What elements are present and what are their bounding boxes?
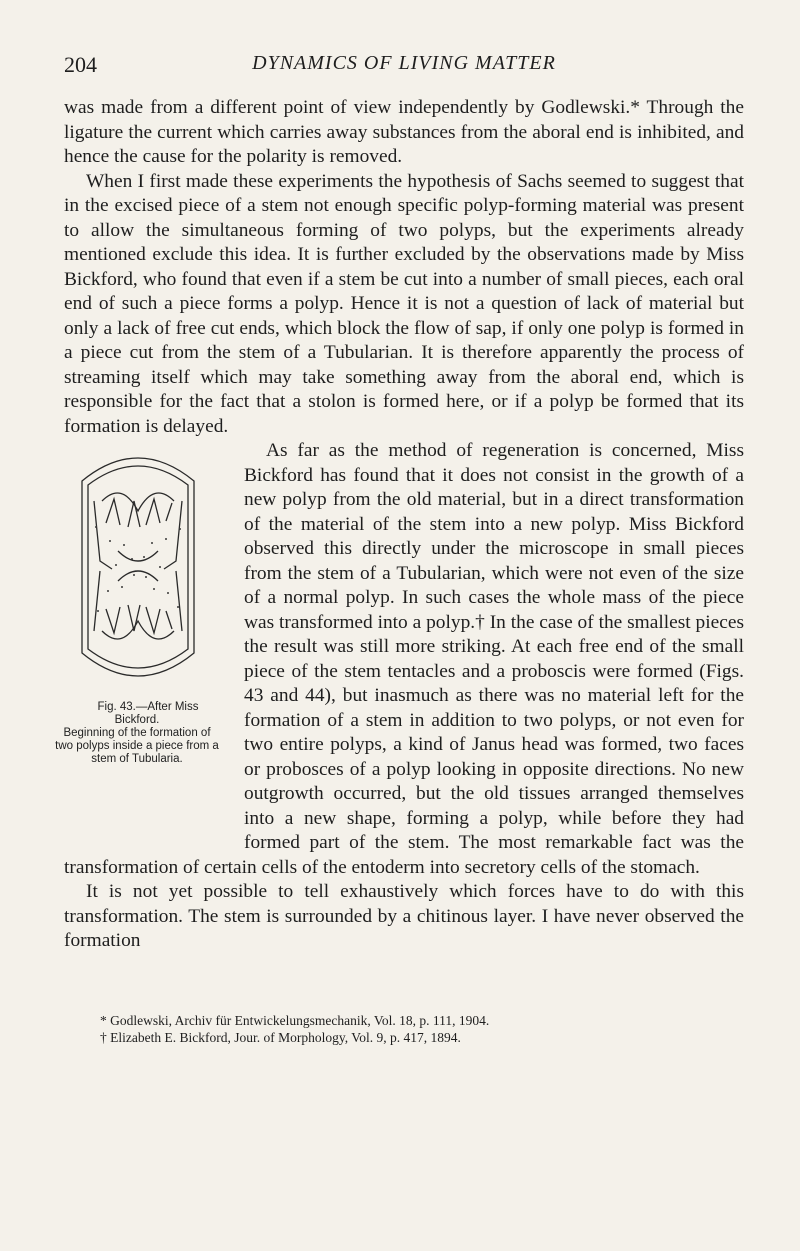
paragraph-1: was made from a different point of view independently by Godlewski.* Through the ligature the current which carries away substances from the aboral end is inhibited, and hence the cause for the polarity is removed. — [64, 97, 744, 167]
paragraph-3 — [55, 439, 744, 880]
footnotes — [100, 1012, 740, 1046]
running-title: DYNAMICS OF LIVING MATTER — [252, 52, 556, 74]
footnote-2: † Elizabeth E. Bickford, Jour. of Morphology, Vol. 9, p. 417, 1894. — [100, 1030, 461, 1045]
figure-caption — [54, 701, 220, 766]
paragraph-3-text: As far as the method of regeneration is concerned, Miss Bickford has found that it does not consist in the growth of a new polyp from the old material, but in a direct transformation of the material of the stem into a new polyp. Miss Bickford observed this directly under the microscope in small pieces from the stem of a Tubularian, which were not even of the size of a normal polyp. In such cases the whole mass of the piece was transformed into a polyp.† In the case of the smallest pieces the result was still more striking. At each free end of the small piece of the stem tentacles and a proboscis were formed (Figs. 43 and 44), but inasmuch as there was no material left for the formation of a stem in addition to two polyps, or not even for two entire polyps, a kind of Janus head was formed, two faces or probosces of a polyp looking in opposite directions. No new outgrowth occurred, but the old tissues arranged themselves into a new shape, forming a polyp, while before they had formed part of the stem. The most remarkable fact was the transformation of certain cells of the entoderm into secretory cells of the stomach. — [64, 440, 744, 878]
page-number: 204 — [64, 52, 97, 77]
paragraph-4: It is not yet possible to tell exhaustively which forces have to do with this transformation. The stem is surrounded by a chitinous layer. I have never observed the formation — [64, 881, 744, 951]
paragraph-2: When I first made these experiments the hypothesis of Sachs seemed to suggest that in the excised piece of a stem not enough specific polyp-forming material was present to allow the simultaneous forming of two polyps, but the experiments already mentioned exclude this idea. It is further excluded by the observations made by Miss Bickford, who found that even if a stem be cut into a number of small pieces, each oral end of such a piece forms a polyp. Hence it is not a question of lack of material but only a lack of free cut ends, which block the flow of sap, if only one polyp is formed in a piece cut from the stem of a Tubularian. It is therefore apparently the process of streaming itself which may take something away from the aboral end, which is responsible for the fact that a stolon is formed here, or if a polyp be formed that its formation is delayed. — [64, 170, 744, 437]
footnote-1: * Godlewski, Archiv für Entwickelungsmechanik, Vol. 18, p. 111, 1904. — [100, 1013, 490, 1028]
figure-caption-body: Beginning of the formation of two polyps inside a piece from a stem of Tubularia. — [55, 727, 219, 765]
figure-caption-head: Fig. 43.—After Miss Bickford. — [97, 701, 199, 726]
figure-43 — [54, 439, 236, 847]
tubularia-illustration — [72, 441, 204, 691]
running-header — [64, 52, 744, 80]
body-text — [55, 96, 744, 954]
